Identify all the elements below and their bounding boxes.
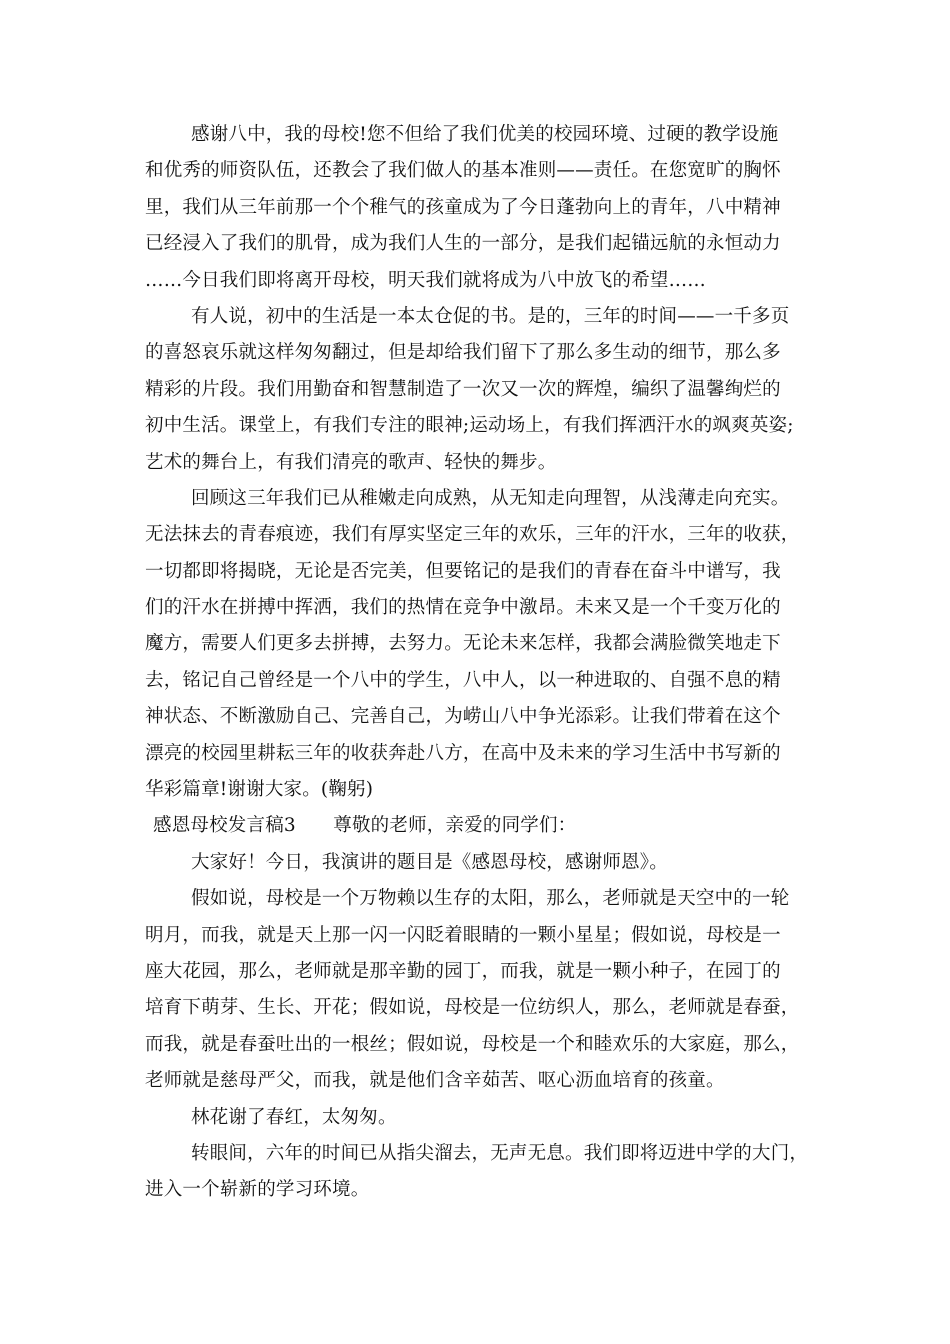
text-line: 进入一个崭新的学习环境。 bbox=[145, 1179, 370, 1201]
text-line: 初中生活。课堂上，有我们专注的眼神;运动场上，有我们挥洒汗水的飒爽英姿; bbox=[145, 415, 794, 437]
text-line: 去，铭记自己曾经是一个八中的学生，八中人，以一种进取的、自强不息的精 bbox=[145, 669, 781, 691]
text-line: 转眼间，六年的时间已从指尖溜去，无声无息。我们即将迈进中学的大门， bbox=[191, 1142, 809, 1164]
text-line: 而我，就是春蚕吐出的一根丝；假如说，母校是一个和睦欢乐的大家庭，那么， bbox=[145, 1033, 800, 1055]
text-line: 神状态、不断激励自己、完善自己，为崂山八中争光添彩。让我们带着在这个 bbox=[145, 706, 781, 728]
text-line: 里，我们从三年前那一个个稚气的孩童成为了今日蓬勃向上的青年，八中精神 bbox=[145, 196, 781, 218]
text-line: 林花谢了春红，太匆匆。 bbox=[191, 1106, 397, 1128]
text-line: 明月，而我，就是天上那一闪一闪眨着眼睛的一颗小星星；假如说，母校是一 bbox=[145, 924, 781, 946]
text-line: 培育下萌芽、生长、开花；假如说，母校是一位纺织人，那么，老师就是春蚕， bbox=[145, 997, 800, 1019]
text-line: 们的汗水在拼搏中挥洒，我们的热情在竞争中激昂。未来又是一个千变万化的 bbox=[145, 597, 781, 619]
text-line: 艺术的舞台上，有我们清亮的歌声、轻快的舞步。 bbox=[145, 451, 557, 473]
text-line: ……今日我们即将离开母校，明天我们就将成为八中放飞的希望…… bbox=[145, 269, 707, 291]
text-line: 有人说，初中的生活是一本太仓促的书。是的，三年的时间——一千多页 bbox=[191, 305, 790, 327]
text-line: 老师就是慈母严父，而我，就是他们含辛茹苦、呕心沥血培育的孩童。 bbox=[145, 1070, 725, 1092]
text-line: 感谢八中，我的母校!您不但给了我们优美的校园环境、过硬的教学设施 bbox=[191, 124, 779, 145]
text-line: 回顾这三年我们已从稚嫩走向成熟，从无知走向理智，从浅薄走向充实。 bbox=[191, 487, 790, 509]
text-line: 魔方，需要人们更多去拼搏，去努力。无论未来怎样，我都会满脸微笑地走下 bbox=[145, 633, 781, 655]
text-line: 假如说，母校是一个万物赖以生存的太阳，那么，老师就是天空中的一轮 bbox=[191, 888, 790, 910]
text-line: 一切都即将揭晓，无论是否完美，但要铭记的是我们的青春在奋斗中谱写，我 bbox=[145, 560, 781, 582]
text-line: 无法抹去的青春痕迹，我们有厚实坚定三年的欢乐，三年的汗水，三年的收获， bbox=[145, 524, 800, 546]
text-line: 座大花园，那么，老师就是那辛勤的园丁，而我，就是一颗小种子，在园丁的 bbox=[145, 960, 781, 982]
text-line: 和优秀的师资队伍，还教会了我们做人的基本准则——责任。在您宽旷的胸怀 bbox=[145, 160, 781, 182]
text-line: 华彩篇章!谢谢大家。(鞠躬) bbox=[145, 779, 374, 801]
section-heading-line: 感恩母校发言稿3 尊敬的老师，亲爱的同学们： bbox=[153, 815, 577, 837]
document-body bbox=[145, 117, 810, 1209]
text-line: 漂亮的校园里耕耘三年的收获奔赴八方，在高中及未来的学习生活中书写新的 bbox=[145, 742, 781, 764]
text-line: 已经浸入了我们的肌骨，成为我们人生的一部分，是我们起锚远航的永恒动力 bbox=[145, 233, 781, 255]
text-line: 大家好！今日，我演讲的题目是《感恩母校，感谢师恩》。 bbox=[191, 851, 668, 873]
text-line: 的喜怒哀乐就这样匆匆翻过，但是却给我们留下了那么多生动的细节，那么多 bbox=[145, 342, 781, 364]
text-line: 精彩的片段。我们用勤奋和智慧制造了一次又一次的辉煌，编织了温馨绚烂的 bbox=[145, 378, 781, 400]
